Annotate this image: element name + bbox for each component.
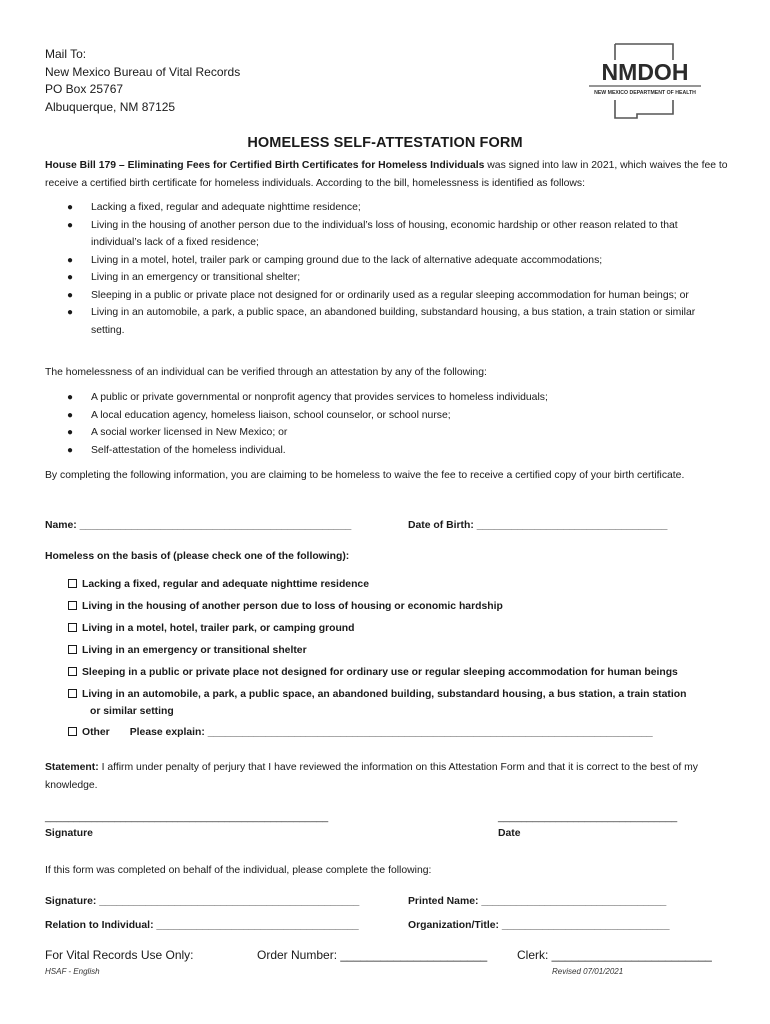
mail-recipient: New Mexico Bureau of Vital Records	[45, 64, 241, 79]
nm-state-outline-icon	[585, 42, 705, 122]
clerk-field[interactable]: Clerk: ________________________	[517, 948, 712, 962]
statement-paragraph	[45, 759, 730, 794]
revision-date: Revised 07/01/2021	[552, 967, 624, 976]
order-number-field[interactable]: Order Number: ______________________	[257, 948, 488, 962]
other-explain-field[interactable]: Please explain: _____________________________________________________________________________	[129, 727, 653, 738]
date-label: Date	[498, 828, 521, 839]
list-item: ● A public or private governmental or nonprofit agency that provides services to homeless individuals;	[67, 392, 548, 403]
checkbox[interactable]	[68, 727, 77, 736]
list-item: ● A social worker licensed in New Mexico; or	[67, 427, 288, 438]
organization-title-field[interactable]: Organization/Title: _____________________________	[408, 920, 670, 931]
option-motel[interactable]: Living in a motel, hotel, trailer park, or camping ground	[68, 620, 748, 642]
date-line[interactable]: _______________________________	[498, 812, 678, 823]
statement-text: I affirm under penalty of perjury that I have reviewed the information on this Attestation Form and that it is correct to the best of my knowledge.	[45, 762, 699, 791]
list-item: ● Living in an automobile, a park, a public space, an abandoned building, substandard housing, a bus station, a train station or similar setting.	[67, 307, 696, 336]
checkbox[interactable]	[68, 645, 77, 654]
list-item: ● A local education agency, homeless liaison, school counselor, or school nurse;	[67, 409, 451, 421]
form-code: HSAF - English	[45, 967, 100, 976]
list-item: ● Living in the housing of another person due to the individual’s loss of housing, economic hardship or other reason related to that individual’s lack of a fixed residence;	[67, 219, 678, 248]
signature-label: Signature	[45, 828, 93, 839]
option-shelter[interactable]: Living in an emergency or transitional shelter	[68, 642, 748, 664]
verifier-list	[45, 389, 730, 459]
intro-text: was signed into law in 2021, which waives the fee to receive a certified birth certificate for homeless individuals. According to the bill, homelessness is identified as follows:	[45, 160, 728, 189]
checkbox[interactable]	[68, 579, 77, 588]
use-only-label: For Vital Records Use Only:	[45, 948, 194, 962]
option-other-housing[interactable]: Living in the housing of another person due to loss of housing or economic hardship	[68, 598, 748, 620]
mail-city: Albuquerque, NM 87125	[45, 99, 176, 114]
form-title: HOMELESS SELF-ATTESTATION FORM	[247, 135, 523, 151]
name-field[interactable]: Name: _______________________________________________	[45, 520, 352, 531]
checkbox[interactable]	[68, 689, 77, 698]
nmdoh-logo	[585, 42, 705, 122]
mailing-address	[45, 46, 240, 116]
checkbox[interactable]	[68, 601, 77, 610]
homeless-definition-list	[45, 199, 730, 339]
checkbox[interactable]	[68, 667, 77, 676]
statement-label: Statement:	[45, 762, 99, 773]
relation-field[interactable]: Relation to Individual: ___________________________________	[45, 920, 359, 931]
homeless-basis-options	[68, 576, 748, 746]
basis-heading: Homeless on the basis of (please check one of the following):	[45, 551, 350, 562]
list-item: ● Living in a motel, hotel, trailer park or camping ground due to the lack of alternative adequate accommodations;	[67, 254, 603, 266]
behalf-paragraph: If this form was completed on behalf of the individual, please complete the following:	[45, 865, 432, 876]
list-item: ● Living in an emergency or transitional shelter;	[67, 272, 301, 283]
option-other[interactable]: Other Please explain: _____________________________________________________________________________	[68, 724, 748, 746]
verify-intro: The homelessness of an individual can be verified through an attestation by any of the following:	[45, 367, 487, 378]
logo-subtitle: NEW MEXICO DEPARTMENT OF HEALTH	[594, 90, 696, 96]
intro-paragraph	[45, 157, 730, 192]
behalf-signature-field[interactable]: Signature: _____________________________________________	[45, 896, 360, 907]
option-public-place[interactable]: Sleeping in a public or private place not designed for ordinary use or regular sleeping accommodation for human beings	[68, 664, 748, 686]
mail-po-box: PO Box 25767	[45, 82, 124, 96]
printed-name-field[interactable]: Printed Name: ________________________________	[408, 896, 667, 907]
mail-to-label: Mail To:	[45, 47, 87, 61]
signature-line[interactable]: _________________________________________________	[45, 812, 329, 823]
intro-bill-title: House Bill 179 – Eliminating Fees for Certified Birth Certificates for Homeless Individuals	[45, 160, 485, 171]
list-item: ● Sleeping in a public or private place not designed for or ordinarily used as a regular sleeping accommodation for human beings; or	[67, 289, 689, 301]
claim-paragraph: By completing the following information, you are claiming to be homeless to waive the fee to receive a certified copy of your birth certificate.	[45, 470, 685, 481]
logo-name: NMDOH	[601, 59, 689, 85]
vital-records-use-row	[45, 948, 194, 962]
option-automobile[interactable]: Living in an automobile, a park, a public space, an abandoned building, substandard housing, a bus station, a train station or similar setting	[68, 686, 748, 724]
checkbox[interactable]	[68, 623, 77, 632]
list-item: ● Self-attestation of the homeless individual.	[67, 444, 286, 456]
list-item: ● Lacking a fixed, regular and adequate nighttime residence;	[67, 202, 361, 213]
option-lacking-residence[interactable]: Lacking a fixed, regular and adequate nighttime residence	[68, 576, 748, 598]
date-of-birth-field[interactable]: Date of Birth: _________________________________	[408, 520, 668, 531]
